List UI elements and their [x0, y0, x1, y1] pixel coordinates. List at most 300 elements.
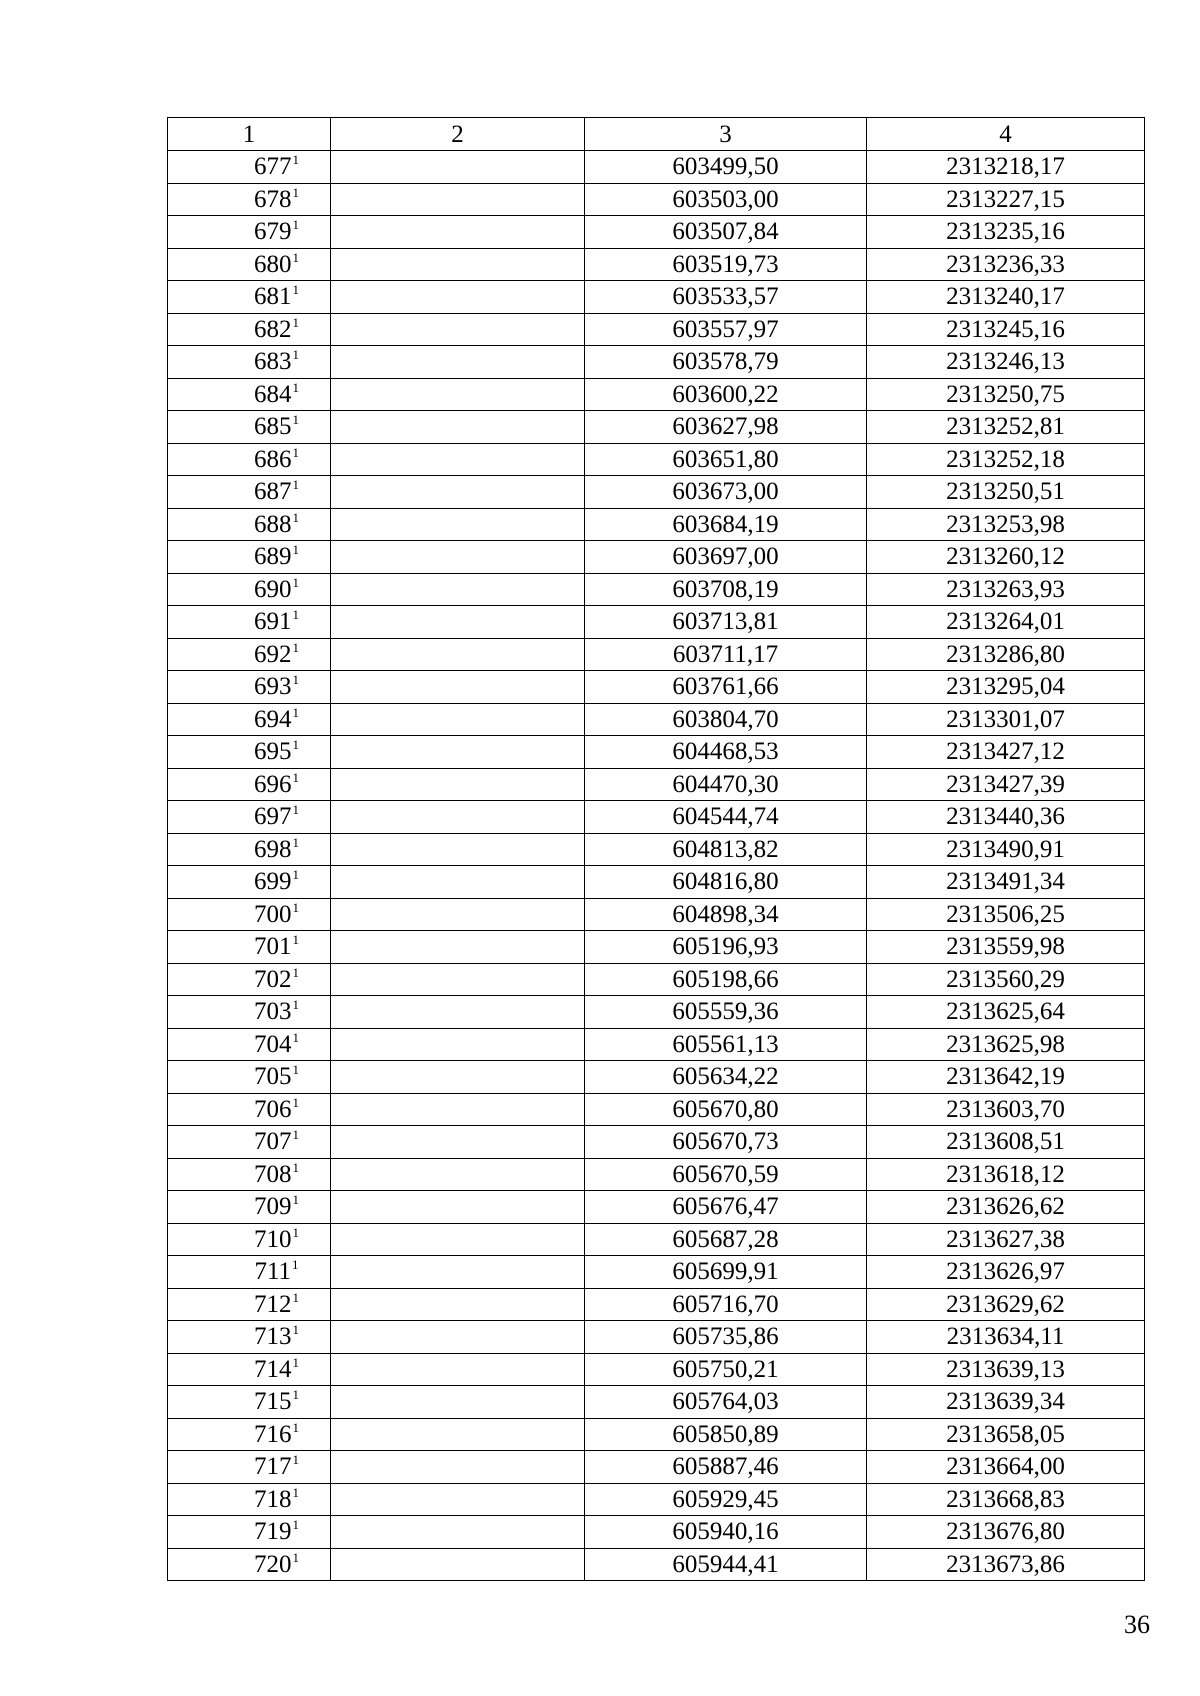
x-coordinate-cell: 603507,84: [585, 216, 867, 249]
y-coordinate-cell: 2313252,81: [867, 411, 1145, 444]
y-coordinate-cell: 2313658,05: [867, 1418, 1145, 1451]
y-coordinate-cell: 2313227,15: [867, 183, 1145, 216]
point-number-cell: [168, 281, 331, 314]
point-number-cell: [168, 346, 331, 379]
point-number: 678: [254, 185, 292, 213]
table-row: [168, 313, 1145, 346]
x-coordinate-cell: 605750,21: [585, 1353, 867, 1386]
point-number: 685: [254, 413, 292, 441]
table-row: [168, 768, 1145, 801]
column-2-cell: [331, 573, 585, 606]
column-2-cell: [331, 1548, 585, 1581]
x-coordinate-cell: 603711,17: [585, 638, 867, 671]
column-2-cell: [331, 1191, 585, 1224]
y-coordinate-cell: 2313253,98: [867, 508, 1145, 541]
y-coordinate-cell: 2313218,17: [867, 151, 1145, 184]
point-number: 677: [254, 153, 292, 181]
point-number-superscript: 1: [292, 867, 299, 883]
y-coordinate-cell: 2313608,51: [867, 1126, 1145, 1159]
column-2-cell: [331, 768, 585, 801]
point-number-cell: [168, 996, 331, 1029]
point-number-superscript: 1: [292, 704, 299, 720]
point-number-cell: [168, 411, 331, 444]
point-number-cell: [168, 443, 331, 476]
table-row: [168, 1061, 1145, 1094]
page-number: 36: [1124, 1610, 1150, 1639]
header-col-4: 4: [867, 118, 1145, 151]
point-number: 707: [254, 1128, 292, 1156]
point-number-superscript: 1: [292, 379, 299, 395]
x-coordinate-cell: 605670,73: [585, 1126, 867, 1159]
column-2-cell: [331, 1451, 585, 1484]
x-coordinate-cell: 605699,91: [585, 1256, 867, 1289]
x-coordinate-cell: 605940,16: [585, 1516, 867, 1549]
x-coordinate-cell: 605634,22: [585, 1061, 867, 1094]
column-2-cell: [331, 1061, 585, 1094]
point-number-superscript: 1: [292, 1387, 299, 1403]
y-coordinate-cell: 2313603,70: [867, 1093, 1145, 1126]
point-number-cell: [168, 1256, 331, 1289]
point-number-cell: [168, 1353, 331, 1386]
point-number-superscript: 1: [292, 1257, 299, 1273]
column-2-cell: [331, 801, 585, 834]
x-coordinate-cell: 603684,19: [585, 508, 867, 541]
column-2-cell: [331, 1223, 585, 1256]
x-coordinate-cell: 605670,59: [585, 1158, 867, 1191]
y-coordinate-cell: 2313560,29: [867, 963, 1145, 996]
point-number-superscript: 1: [292, 249, 299, 265]
point-number-cell: [168, 183, 331, 216]
y-coordinate-cell: 2313240,17: [867, 281, 1145, 314]
point-number-cell: [168, 541, 331, 574]
column-2-cell: [331, 541, 585, 574]
y-coordinate-cell: 2313673,86: [867, 1548, 1145, 1581]
column-2-cell: [331, 378, 585, 411]
column-2-cell: [331, 703, 585, 736]
x-coordinate-cell: 605944,41: [585, 1548, 867, 1581]
x-coordinate-cell: 603578,79: [585, 346, 867, 379]
table-row: [168, 996, 1145, 1029]
table-body: [168, 151, 1145, 1581]
y-coordinate-cell: 2313627,38: [867, 1223, 1145, 1256]
point-number: 698: [254, 835, 292, 863]
table-row: [168, 638, 1145, 671]
table-row: [168, 1126, 1145, 1159]
point-number-superscript: 1: [292, 184, 299, 200]
x-coordinate-cell: 604898,34: [585, 898, 867, 931]
point-number: 683: [254, 348, 292, 376]
point-number: 681: [254, 283, 292, 311]
point-number: 687: [254, 478, 292, 506]
table-row: [168, 736, 1145, 769]
y-coordinate-cell: 2313618,12: [867, 1158, 1145, 1191]
x-coordinate-cell: 603503,00: [585, 183, 867, 216]
y-coordinate-cell: 2313639,34: [867, 1386, 1145, 1419]
column-2-cell: [331, 508, 585, 541]
point-number-superscript: 1: [292, 607, 299, 623]
point-number-cell: [168, 151, 331, 184]
x-coordinate-cell: 605887,46: [585, 1451, 867, 1484]
point-number: 686: [254, 445, 292, 473]
point-number-cell: [168, 1483, 331, 1516]
column-2-cell: [331, 183, 585, 216]
y-coordinate-cell: 2313626,97: [867, 1256, 1145, 1289]
point-number-cell: [168, 378, 331, 411]
x-coordinate-cell: 603533,57: [585, 281, 867, 314]
point-number-cell: [168, 671, 331, 704]
x-coordinate-cell: 605735,86: [585, 1321, 867, 1354]
table-row: [168, 1386, 1145, 1419]
table-row: [168, 216, 1145, 249]
table-row: [168, 476, 1145, 509]
point-number-cell: [168, 638, 331, 671]
point-number-superscript: 1: [292, 639, 299, 655]
point-number: 701: [254, 933, 292, 961]
point-number-cell: [168, 248, 331, 281]
y-coordinate-cell: 2313260,12: [867, 541, 1145, 574]
column-2-cell: [331, 346, 585, 379]
point-number-superscript: 1: [292, 217, 299, 233]
y-coordinate-cell: 2313668,83: [867, 1483, 1145, 1516]
point-number-cell: [168, 313, 331, 346]
point-number-cell: [168, 931, 331, 964]
point-number-cell: [168, 833, 331, 866]
y-coordinate-cell: 2313246,13: [867, 346, 1145, 379]
x-coordinate-cell: 603519,73: [585, 248, 867, 281]
point-number: 712: [254, 1290, 292, 1318]
table-row: [168, 1191, 1145, 1224]
point-number-superscript: 1: [292, 347, 299, 363]
column-2-cell: [331, 1483, 585, 1516]
table-row: [168, 931, 1145, 964]
x-coordinate-cell: 603651,80: [585, 443, 867, 476]
column-2-cell: [331, 638, 585, 671]
point-number-cell: [168, 573, 331, 606]
point-number-superscript: 1: [292, 932, 299, 948]
column-2-cell: [331, 476, 585, 509]
column-2-cell: [331, 833, 585, 866]
point-number: 711: [254, 1258, 292, 1286]
table-row: [168, 573, 1145, 606]
point-number-cell: [168, 1061, 331, 1094]
table-row: [168, 898, 1145, 931]
point-number: 694: [254, 705, 292, 733]
y-coordinate-cell: 2313676,80: [867, 1516, 1145, 1549]
x-coordinate-cell: 603600,22: [585, 378, 867, 411]
column-2-cell: [331, 1353, 585, 1386]
x-coordinate-cell: 605670,80: [585, 1093, 867, 1126]
point-number-superscript: 1: [292, 997, 299, 1013]
point-number: 715: [254, 1388, 292, 1416]
table-row: [168, 508, 1145, 541]
x-coordinate-cell: 605687,28: [585, 1223, 867, 1256]
point-number: 700: [254, 900, 292, 928]
table-header: [168, 118, 1145, 151]
x-coordinate-cell: 605561,13: [585, 1028, 867, 1061]
column-2-cell: [331, 313, 585, 346]
x-coordinate-cell: 604816,80: [585, 866, 867, 899]
column-2-cell: [331, 931, 585, 964]
point-number: 714: [254, 1355, 292, 1383]
x-coordinate-cell: 603713,81: [585, 606, 867, 639]
point-number-superscript: 1: [292, 509, 299, 525]
point-number-superscript: 1: [292, 1159, 299, 1175]
x-coordinate-cell: 603697,00: [585, 541, 867, 574]
table-row: [168, 963, 1145, 996]
column-2-cell: [331, 1093, 585, 1126]
y-coordinate-cell: 2313250,51: [867, 476, 1145, 509]
x-coordinate-cell: 604544,74: [585, 801, 867, 834]
point-number-superscript: 1: [292, 899, 299, 915]
point-number: 719: [254, 1518, 292, 1546]
y-coordinate-cell: 2313629,62: [867, 1288, 1145, 1321]
point-number-superscript: 1: [292, 152, 299, 168]
y-coordinate-cell: 2313639,13: [867, 1353, 1145, 1386]
column-2-cell: [331, 411, 585, 444]
point-number-cell: [168, 898, 331, 931]
y-coordinate-cell: 2313559,98: [867, 931, 1145, 964]
point-number: 710: [254, 1225, 292, 1253]
column-2-cell: [331, 963, 585, 996]
point-number-cell: [168, 1418, 331, 1451]
table-row: [168, 541, 1145, 574]
point-number: 695: [254, 738, 292, 766]
table-row: [168, 833, 1145, 866]
table-row: [168, 1516, 1145, 1549]
y-coordinate-cell: 2313642,19: [867, 1061, 1145, 1094]
x-coordinate-cell: 603761,66: [585, 671, 867, 704]
point-number-cell: [168, 1191, 331, 1224]
point-number: 708: [254, 1160, 292, 1188]
point-number-cell: [168, 1516, 331, 1549]
point-number: 682: [254, 315, 292, 343]
point-number-superscript: 1: [292, 412, 299, 428]
point-number-superscript: 1: [292, 1094, 299, 1110]
point-number-cell: [168, 1028, 331, 1061]
y-coordinate-cell: 2313440,36: [867, 801, 1145, 834]
x-coordinate-cell: 605850,89: [585, 1418, 867, 1451]
y-coordinate-cell: 2313264,01: [867, 606, 1145, 639]
point-number-cell: [168, 963, 331, 996]
table-row: [168, 801, 1145, 834]
point-number-superscript: 1: [292, 1029, 299, 1045]
table-row: [168, 1223, 1145, 1256]
column-2-cell: [331, 216, 585, 249]
column-2-cell: [331, 996, 585, 1029]
table-row: [168, 1158, 1145, 1191]
x-coordinate-cell: 603499,50: [585, 151, 867, 184]
point-number: 684: [254, 380, 292, 408]
table-row: [168, 1548, 1145, 1581]
table-row: [168, 1093, 1145, 1126]
table-row: [168, 281, 1145, 314]
x-coordinate-cell: 603557,97: [585, 313, 867, 346]
point-number-superscript: 1: [292, 1419, 299, 1435]
y-coordinate-cell: 2313490,91: [867, 833, 1145, 866]
point-number-superscript: 1: [292, 802, 299, 818]
x-coordinate-cell: 603673,00: [585, 476, 867, 509]
table-row: [168, 866, 1145, 899]
point-number-cell: [168, 801, 331, 834]
point-number-superscript: 1: [292, 834, 299, 850]
header-row: [168, 118, 1145, 151]
x-coordinate-cell: 605764,03: [585, 1386, 867, 1419]
y-coordinate-cell: 2313301,07: [867, 703, 1145, 736]
y-coordinate-cell: 2313634,11: [867, 1321, 1145, 1354]
y-coordinate-cell: 2313295,04: [867, 671, 1145, 704]
y-coordinate-cell: 2313252,18: [867, 443, 1145, 476]
table-row: [168, 606, 1145, 639]
x-coordinate-cell: 605196,93: [585, 931, 867, 964]
point-number: 690: [254, 575, 292, 603]
point-number-superscript: 1: [292, 1224, 299, 1240]
table-row: [168, 411, 1145, 444]
point-number-cell: [168, 1321, 331, 1354]
point-number-cell: [168, 736, 331, 769]
y-coordinate-cell: 2313625,64: [867, 996, 1145, 1029]
point-number-superscript: 1: [292, 769, 299, 785]
x-coordinate-cell: 605198,66: [585, 963, 867, 996]
column-2-cell: [331, 1418, 585, 1451]
point-number-superscript: 1: [292, 444, 299, 460]
point-number-cell: [168, 1451, 331, 1484]
point-number-superscript: 1: [292, 574, 299, 590]
point-number-cell: [168, 1093, 331, 1126]
y-coordinate-cell: 2313491,34: [867, 866, 1145, 899]
table-row: [168, 378, 1145, 411]
column-2-cell: [331, 281, 585, 314]
column-2-cell: [331, 866, 585, 899]
table-row: [168, 443, 1145, 476]
point-number-cell: [168, 1386, 331, 1419]
y-coordinate-cell: 2313263,93: [867, 573, 1145, 606]
header-col-2: 2: [331, 118, 585, 151]
x-coordinate-cell: 603627,98: [585, 411, 867, 444]
column-2-cell: [331, 671, 585, 704]
x-coordinate-cell: 604468,53: [585, 736, 867, 769]
column-2-cell: [331, 1288, 585, 1321]
x-coordinate-cell: 605559,36: [585, 996, 867, 1029]
point-number-superscript: 1: [292, 1289, 299, 1305]
point-number: 717: [254, 1453, 292, 1481]
column-2-cell: [331, 443, 585, 476]
y-coordinate-cell: 2313506,25: [867, 898, 1145, 931]
coordinates-table: [167, 117, 1145, 1581]
point-number: 720: [254, 1550, 292, 1578]
y-coordinate-cell: 2313625,98: [867, 1028, 1145, 1061]
point-number: 718: [254, 1485, 292, 1513]
point-number: 709: [254, 1193, 292, 1221]
point-number-cell: [168, 508, 331, 541]
point-number-cell: [168, 606, 331, 639]
point-number-superscript: 1: [292, 477, 299, 493]
x-coordinate-cell: 603708,19: [585, 573, 867, 606]
point-number-superscript: 1: [292, 1484, 299, 1500]
x-coordinate-cell: 603804,70: [585, 703, 867, 736]
point-number: 713: [254, 1323, 292, 1351]
column-2-cell: [331, 248, 585, 281]
point-number-cell: [168, 216, 331, 249]
point-number: 704: [254, 1030, 292, 1058]
table-row: [168, 183, 1145, 216]
point-number-superscript: 1: [292, 1192, 299, 1208]
point-number-superscript: 1: [292, 1127, 299, 1143]
point-number: 692: [254, 640, 292, 668]
point-number-superscript: 1: [292, 1452, 299, 1468]
column-2-cell: [331, 1158, 585, 1191]
header-col-1: 1: [168, 118, 331, 151]
point-number-cell: [168, 1158, 331, 1191]
point-number-cell: [168, 476, 331, 509]
table-row: [168, 1028, 1145, 1061]
point-number-superscript: 1: [292, 1549, 299, 1565]
point-number-superscript: 1: [292, 1062, 299, 1078]
y-coordinate-cell: 2313250,75: [867, 378, 1145, 411]
y-coordinate-cell: 2313286,80: [867, 638, 1145, 671]
point-number: 706: [254, 1095, 292, 1123]
point-number-cell: [168, 1288, 331, 1321]
point-number: 696: [254, 770, 292, 798]
header-col-3: 3: [585, 118, 867, 151]
point-number: 699: [254, 868, 292, 896]
y-coordinate-cell: 2313664,00: [867, 1451, 1145, 1484]
table-row: [168, 703, 1145, 736]
point-number-superscript: 1: [292, 737, 299, 753]
table-row: [168, 1256, 1145, 1289]
point-number: 705: [254, 1063, 292, 1091]
point-number: 679: [254, 218, 292, 246]
point-number: 702: [254, 965, 292, 993]
column-2-cell: [331, 736, 585, 769]
point-number-cell: [168, 768, 331, 801]
table-row: [168, 1451, 1145, 1484]
x-coordinate-cell: 605929,45: [585, 1483, 867, 1516]
table-row: [168, 1418, 1145, 1451]
point-number-superscript: 1: [292, 282, 299, 298]
point-number: 703: [254, 998, 292, 1026]
y-coordinate-cell: 2313235,16: [867, 216, 1145, 249]
y-coordinate-cell: 2313427,12: [867, 736, 1145, 769]
column-2-cell: [331, 1028, 585, 1061]
point-number-cell: [168, 1126, 331, 1159]
point-number: 697: [254, 803, 292, 831]
table-row: [168, 671, 1145, 704]
table-row: [168, 1321, 1145, 1354]
y-coordinate-cell: 2313626,62: [867, 1191, 1145, 1224]
column-2-cell: [331, 898, 585, 931]
point-number-superscript: 1: [292, 1322, 299, 1338]
column-2-cell: [331, 1256, 585, 1289]
point-number-superscript: 1: [292, 1354, 299, 1370]
column-2-cell: [331, 1321, 585, 1354]
y-coordinate-cell: 2313236,33: [867, 248, 1145, 281]
column-2-cell: [331, 606, 585, 639]
point-number-cell: [168, 1548, 331, 1581]
point-number-superscript: 1: [292, 1517, 299, 1533]
point-number: 688: [254, 510, 292, 538]
point-number-superscript: 1: [292, 314, 299, 330]
column-2-cell: [331, 151, 585, 184]
x-coordinate-cell: 604470,30: [585, 768, 867, 801]
column-2-cell: [331, 1126, 585, 1159]
point-number-cell: [168, 703, 331, 736]
column-2-cell: [331, 1386, 585, 1419]
point-number-cell: [168, 866, 331, 899]
point-number: 716: [254, 1420, 292, 1448]
column-2-cell: [331, 1516, 585, 1549]
table-row: [168, 1353, 1145, 1386]
point-number: 693: [254, 673, 292, 701]
